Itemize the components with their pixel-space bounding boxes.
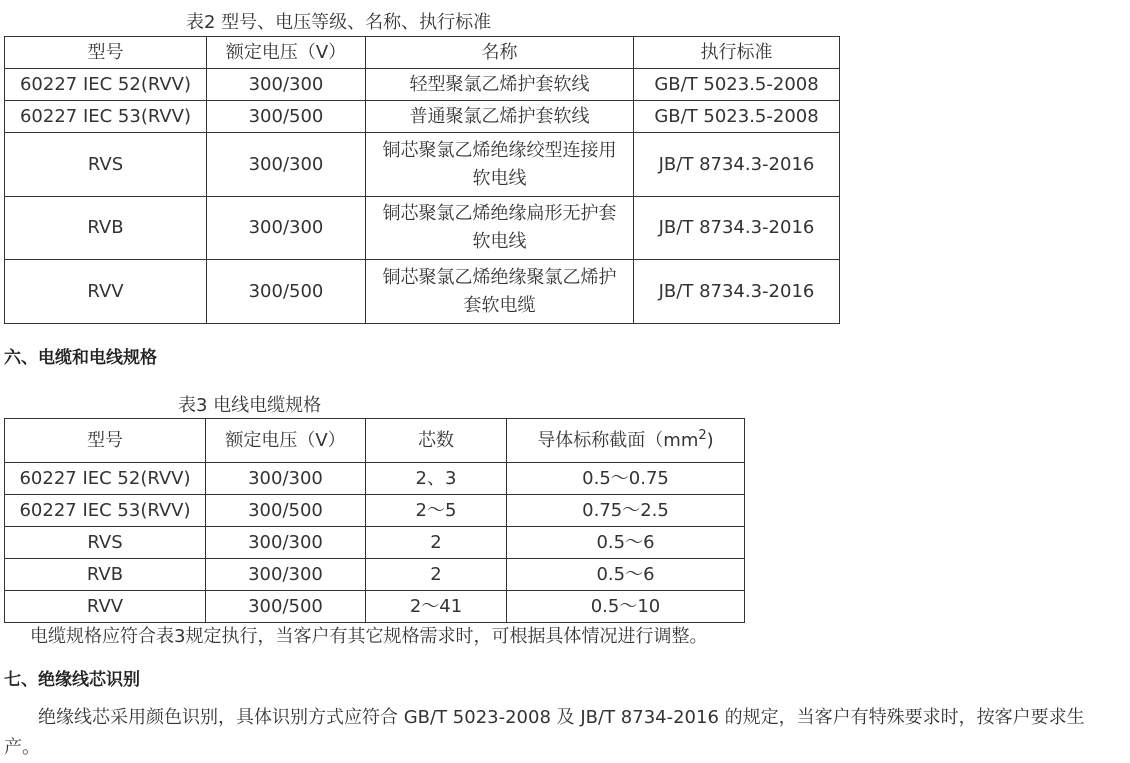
table-row: [5, 133, 840, 197]
table3-cell: 0.5～6: [507, 559, 745, 591]
table2-cell: JB/T 8734.3-2016: [634, 133, 840, 197]
table3-note: 电缆规格应符合表3规定执行，当客户有其它规格需求时，可根据具体情况进行调整。: [30, 626, 708, 647]
table2-cell: 300/300: [207, 133, 366, 197]
table2-cell: 普通聚氯乙烯护套软线: [366, 101, 634, 133]
table-row: [5, 260, 840, 324]
table3-cell: 300/500: [206, 495, 366, 527]
table2-cell: 铜芯聚氯乙烯绝缘扁形无护套软电线: [366, 197, 634, 260]
table-row: [5, 197, 840, 260]
table2-cell: 60227 IEC 53(RVV): [5, 101, 207, 133]
table2-header-name: 名称: [366, 37, 634, 69]
table2-cell: JB/T 8734.3-2016: [634, 260, 840, 324]
table2-cell: GB/T 5023.5-2008: [634, 101, 840, 133]
table3-header-model: 型号: [5, 419, 206, 463]
table3-cell: RVV: [5, 591, 206, 623]
table3-cell: RVB: [5, 559, 206, 591]
table3-cell: 2、3: [366, 463, 507, 495]
table2-cell: 300/500: [207, 101, 366, 133]
table3-header-cores: 芯数: [366, 419, 507, 463]
table2-cell: JB/T 8734.3-2016: [634, 197, 840, 260]
table2-cell: 轻型聚氯乙烯护套软线: [366, 69, 634, 101]
table3-header-section-exponent: 2: [698, 427, 707, 443]
table-row: [5, 559, 745, 591]
table3-header-section-close: ): [706, 429, 714, 451]
table-row: [5, 527, 745, 559]
table2: [4, 36, 840, 324]
table2-cell: 300/500: [207, 260, 366, 324]
section6-heading: 六、电缆和电线规格: [4, 348, 157, 368]
table2-header-voltage: 额定电压（V）: [207, 37, 366, 69]
table3-header-section-text: 导体标称截面（mm: [537, 429, 699, 451]
table2-header-row: [5, 37, 840, 69]
table3-cell: 0.75～2.5: [507, 495, 745, 527]
table2-cell: GB/T 5023.5-2008: [634, 69, 840, 101]
table3-cell: 300/300: [206, 463, 366, 495]
table3-header-row: [5, 419, 745, 463]
table-row: [5, 591, 745, 623]
table-row: [5, 463, 745, 495]
table3-header-voltage: 额定电压（V）: [206, 419, 366, 463]
table-row: [5, 101, 840, 133]
table2-cell: RVB: [5, 197, 207, 260]
table3: [4, 418, 745, 623]
table3-cell: 2～41: [366, 591, 507, 623]
table2-header-standard: 执行标准: [634, 37, 840, 69]
table2-cell: 300/300: [207, 197, 366, 260]
table3-cell: 300/300: [206, 559, 366, 591]
table3-cell: 300/500: [206, 591, 366, 623]
table2-cell: 铜芯聚氯乙烯绝缘聚氯乙烯护套软电缆: [366, 260, 634, 324]
table3-cell: RVS: [5, 527, 206, 559]
table3-cell: 2: [366, 527, 507, 559]
section7-heading: 七、绝缘线芯识别: [4, 670, 140, 690]
table3-cell: 0.5～6: [507, 527, 745, 559]
table2-cell: 铜芯聚氯乙烯绝缘绞型连接用软电线: [366, 133, 634, 197]
table3-cell: 2: [366, 559, 507, 591]
table2-cell: RVS: [5, 133, 207, 197]
table2-caption: 表2 型号、电压等级、名称、执行标准: [186, 12, 492, 33]
table-row: [5, 495, 745, 527]
table3-header-section: [507, 419, 745, 463]
table3-cell: 60227 IEC 52(RVV): [5, 463, 206, 495]
table-row: [5, 69, 840, 101]
table3-cell: 0.5～10: [507, 591, 745, 623]
table3-caption: 表3 电线电缆规格: [178, 395, 322, 416]
table3-cell: 0.5～0.75: [507, 463, 745, 495]
section7-paragraph: 绝缘线芯采用颜色识别，具体识别方式应符合 GB/T 5023-2008 及 JB/T 8734-2016 的规定，当客户有特殊要求时，按客户要求生产。: [4, 707, 1085, 758]
table2-cell: RVV: [5, 260, 207, 324]
table3-cell: 2～5: [366, 495, 507, 527]
table3-cell: 300/300: [206, 527, 366, 559]
table2-cell: 300/300: [207, 69, 366, 101]
table3-cell: 60227 IEC 53(RVV): [5, 495, 206, 527]
table2-header-model: 型号: [5, 37, 207, 69]
table2-cell: 60227 IEC 52(RVV): [5, 69, 207, 101]
